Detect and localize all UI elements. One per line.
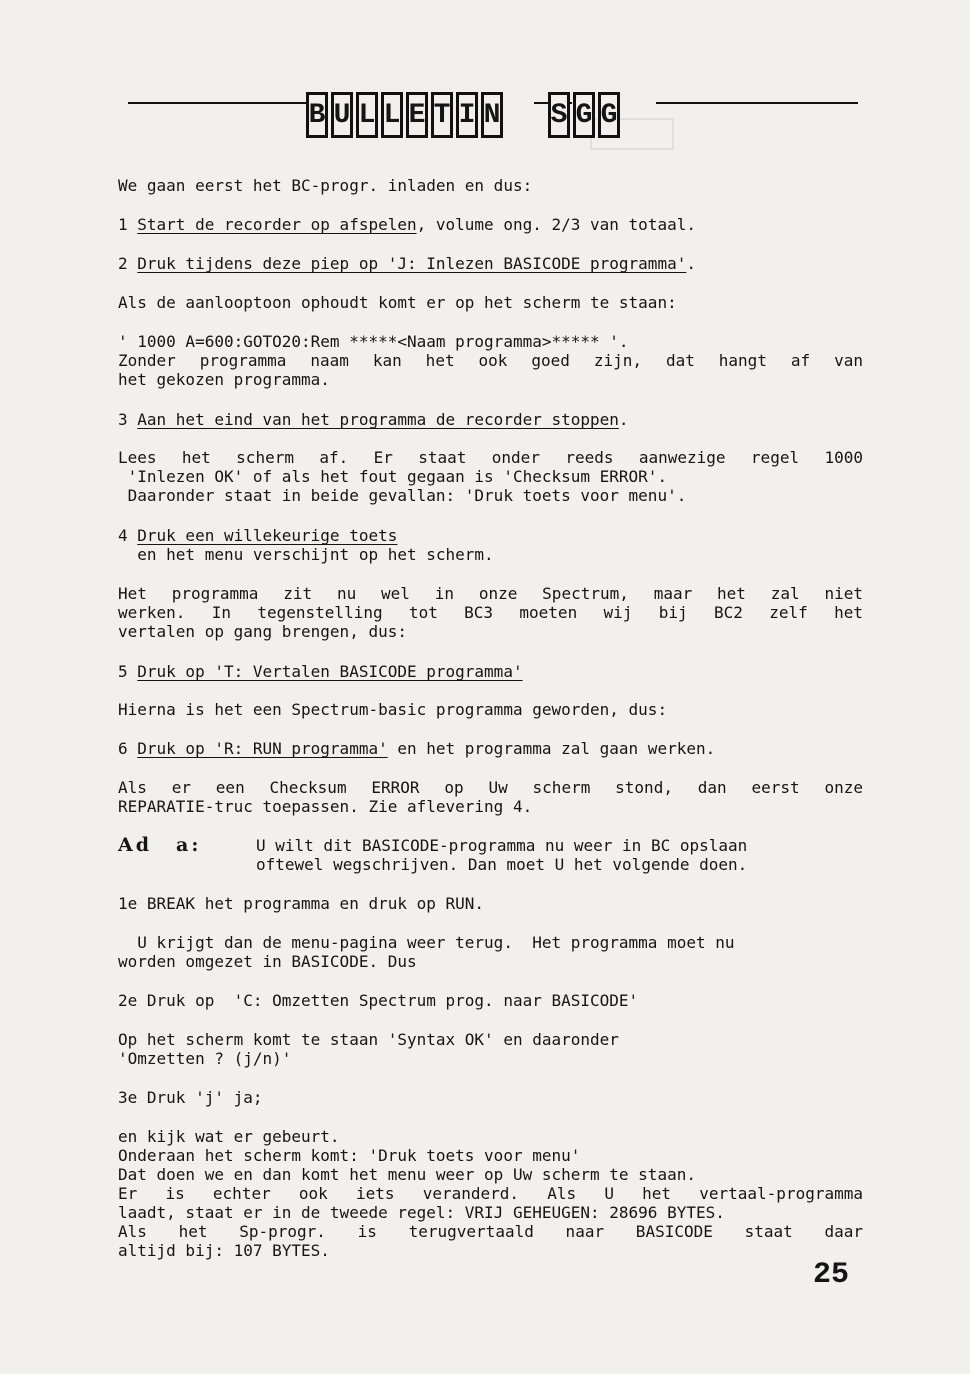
step-1 — [118, 215, 863, 234]
ad-label-part: a: — [176, 834, 202, 856]
step-number: 6 — [118, 739, 138, 758]
masthead-letter: E — [406, 92, 428, 138]
text-line: 3e Druk 'j' ja; — [118, 1088, 263, 1107]
step-detail: . — [686, 254, 696, 273]
step-number: 3 — [118, 410, 138, 429]
step-4 — [118, 526, 863, 545]
text-line: Lees het scherm af. Er staat onder reeds aanwezige regel 1000 — [118, 448, 863, 467]
text-line: Hierna is het een Spectrum-basic programma geworden, dus: — [118, 700, 668, 719]
ad-a-label — [118, 834, 225, 856]
text-line: Dat doen we en dan komt het menu weer op Uw scherm te staan. — [118, 1165, 696, 1184]
text-line: laadt, staat er in de tweede regel: VRIJ GEHEUGEN: 28696 BYTES. — [118, 1203, 725, 1222]
text-line: Het programma zit nu wel in onze Spectrum, maar het zal niet — [118, 584, 863, 603]
text-line: Op het scherm komt te staan 'Syntax OK' en daaronder — [118, 1030, 619, 1049]
text-line: vertalen op gang brengen, dus: — [118, 622, 407, 641]
step-instruction: Druk op 'T: Vertalen BASICODE programma' — [137, 662, 523, 681]
text-line: altijd bij: 107 BYTES. — [118, 1241, 330, 1260]
step-instruction: Start de recorder op afspelen — [137, 215, 417, 234]
step-number: 4 — [118, 526, 138, 545]
header-rule-right — [656, 102, 858, 104]
masthead-letter: G — [598, 92, 620, 138]
page-number: 25 — [813, 1258, 850, 1292]
text-line: U krijgt dan de menu-pagina weer terug. Het programma moet nu — [118, 933, 735, 952]
masthead-letter: L — [381, 92, 403, 138]
step-number: 2 — [118, 254, 138, 273]
text-line: Er is echter ook iets veranderd. Als U het vertaal-programma — [118, 1184, 863, 1203]
text-line: 1e BREAK het programma en druk op RUN. — [118, 894, 485, 913]
text-line: en kijk wat er gebeurt. — [118, 1127, 340, 1146]
text-line: We gaan eerst het BC-progr. inladen en dus: — [118, 176, 533, 195]
text-line: Zonder programma naam kan het ook goed zijn, dat hangt af van — [118, 351, 863, 370]
step-5 — [118, 662, 863, 681]
masthead-letter: N — [481, 92, 503, 138]
bulletin-masthead — [306, 92, 623, 138]
step-2 — [118, 254, 863, 273]
step-instruction: Druk tijdens deze piep op 'J: Inlezen BASICODE programma' — [137, 254, 687, 273]
text-line: Als het Sp-progr. is terugvertaald naar BASICODE staat daar — [118, 1222, 863, 1241]
text-line: 'Omzetten ? (j/n)' — [118, 1049, 292, 1068]
text-line: Onderaan het scherm komt: 'Druk toets voor menu' — [118, 1146, 581, 1165]
masthead-letter: S — [548, 92, 570, 138]
masthead-letter: L — [356, 92, 378, 138]
text-line: en het menu verschijnt op het scherm. — [118, 545, 494, 564]
step-instruction: Druk een willekeurige toets — [137, 526, 398, 545]
step-6 — [118, 739, 863, 758]
step-detail: en het programma zal gaan werken. — [387, 739, 716, 758]
text-line: werken. In tegenstelling tot BC3 moeten wij bij BC2 zelf het — [118, 603, 863, 622]
text-line: 'Inlezen OK' of als het fout gegaan is 'Checksum ERROR'. — [118, 467, 668, 486]
text-line: REPARATIE-truc toepassen. Zie aflevering 4. — [118, 797, 533, 816]
masthead-letter: T — [431, 92, 453, 138]
text-line: oftewel wegschrijven. Dan moet U het volgende doen. — [256, 855, 748, 874]
header-rule-left — [128, 102, 306, 104]
step-3 — [118, 410, 863, 429]
step-number: 1 — [118, 215, 138, 234]
text-line: het gekozen programma. — [118, 370, 330, 389]
ad-label-part: Ad — [118, 834, 153, 856]
text-line: worden omgezet in BASICODE. Dus — [118, 952, 417, 971]
text-line: U wilt dit BASICODE-programma nu weer in BC opslaan — [256, 836, 748, 855]
step-instruction: Druk op 'R: RUN programma' — [137, 739, 388, 758]
step-number: 5 — [118, 662, 138, 681]
code-line: ' 1000 A=600:GOTO20:Rem *****<Naam programma>***** '. — [118, 332, 629, 351]
text-line: Als de aanlooptoon ophoudt komt er op het scherm te staan: — [118, 293, 677, 312]
step-detail: . — [618, 410, 629, 429]
masthead-letter: B — [306, 92, 328, 138]
masthead-letter: I — [456, 92, 478, 138]
text-line: Als er een Checksum ERROR op Uw scherm stond, dan eerst onze — [118, 778, 863, 797]
text-line: Daaronder staat in beide gevallan: 'Druk toets voor menu'. — [118, 486, 687, 505]
text-line: 2e Druk op 'C: Omzetten Spectrum prog. naar BASICODE' — [118, 991, 639, 1010]
step-detail: , volume ong. 2/3 van totaal. — [416, 215, 696, 234]
masthead-letter: G — [573, 92, 595, 138]
masthead-letter: U — [331, 92, 353, 138]
step-instruction: Aan het eind van het programma de recorder stoppen — [137, 410, 619, 429]
